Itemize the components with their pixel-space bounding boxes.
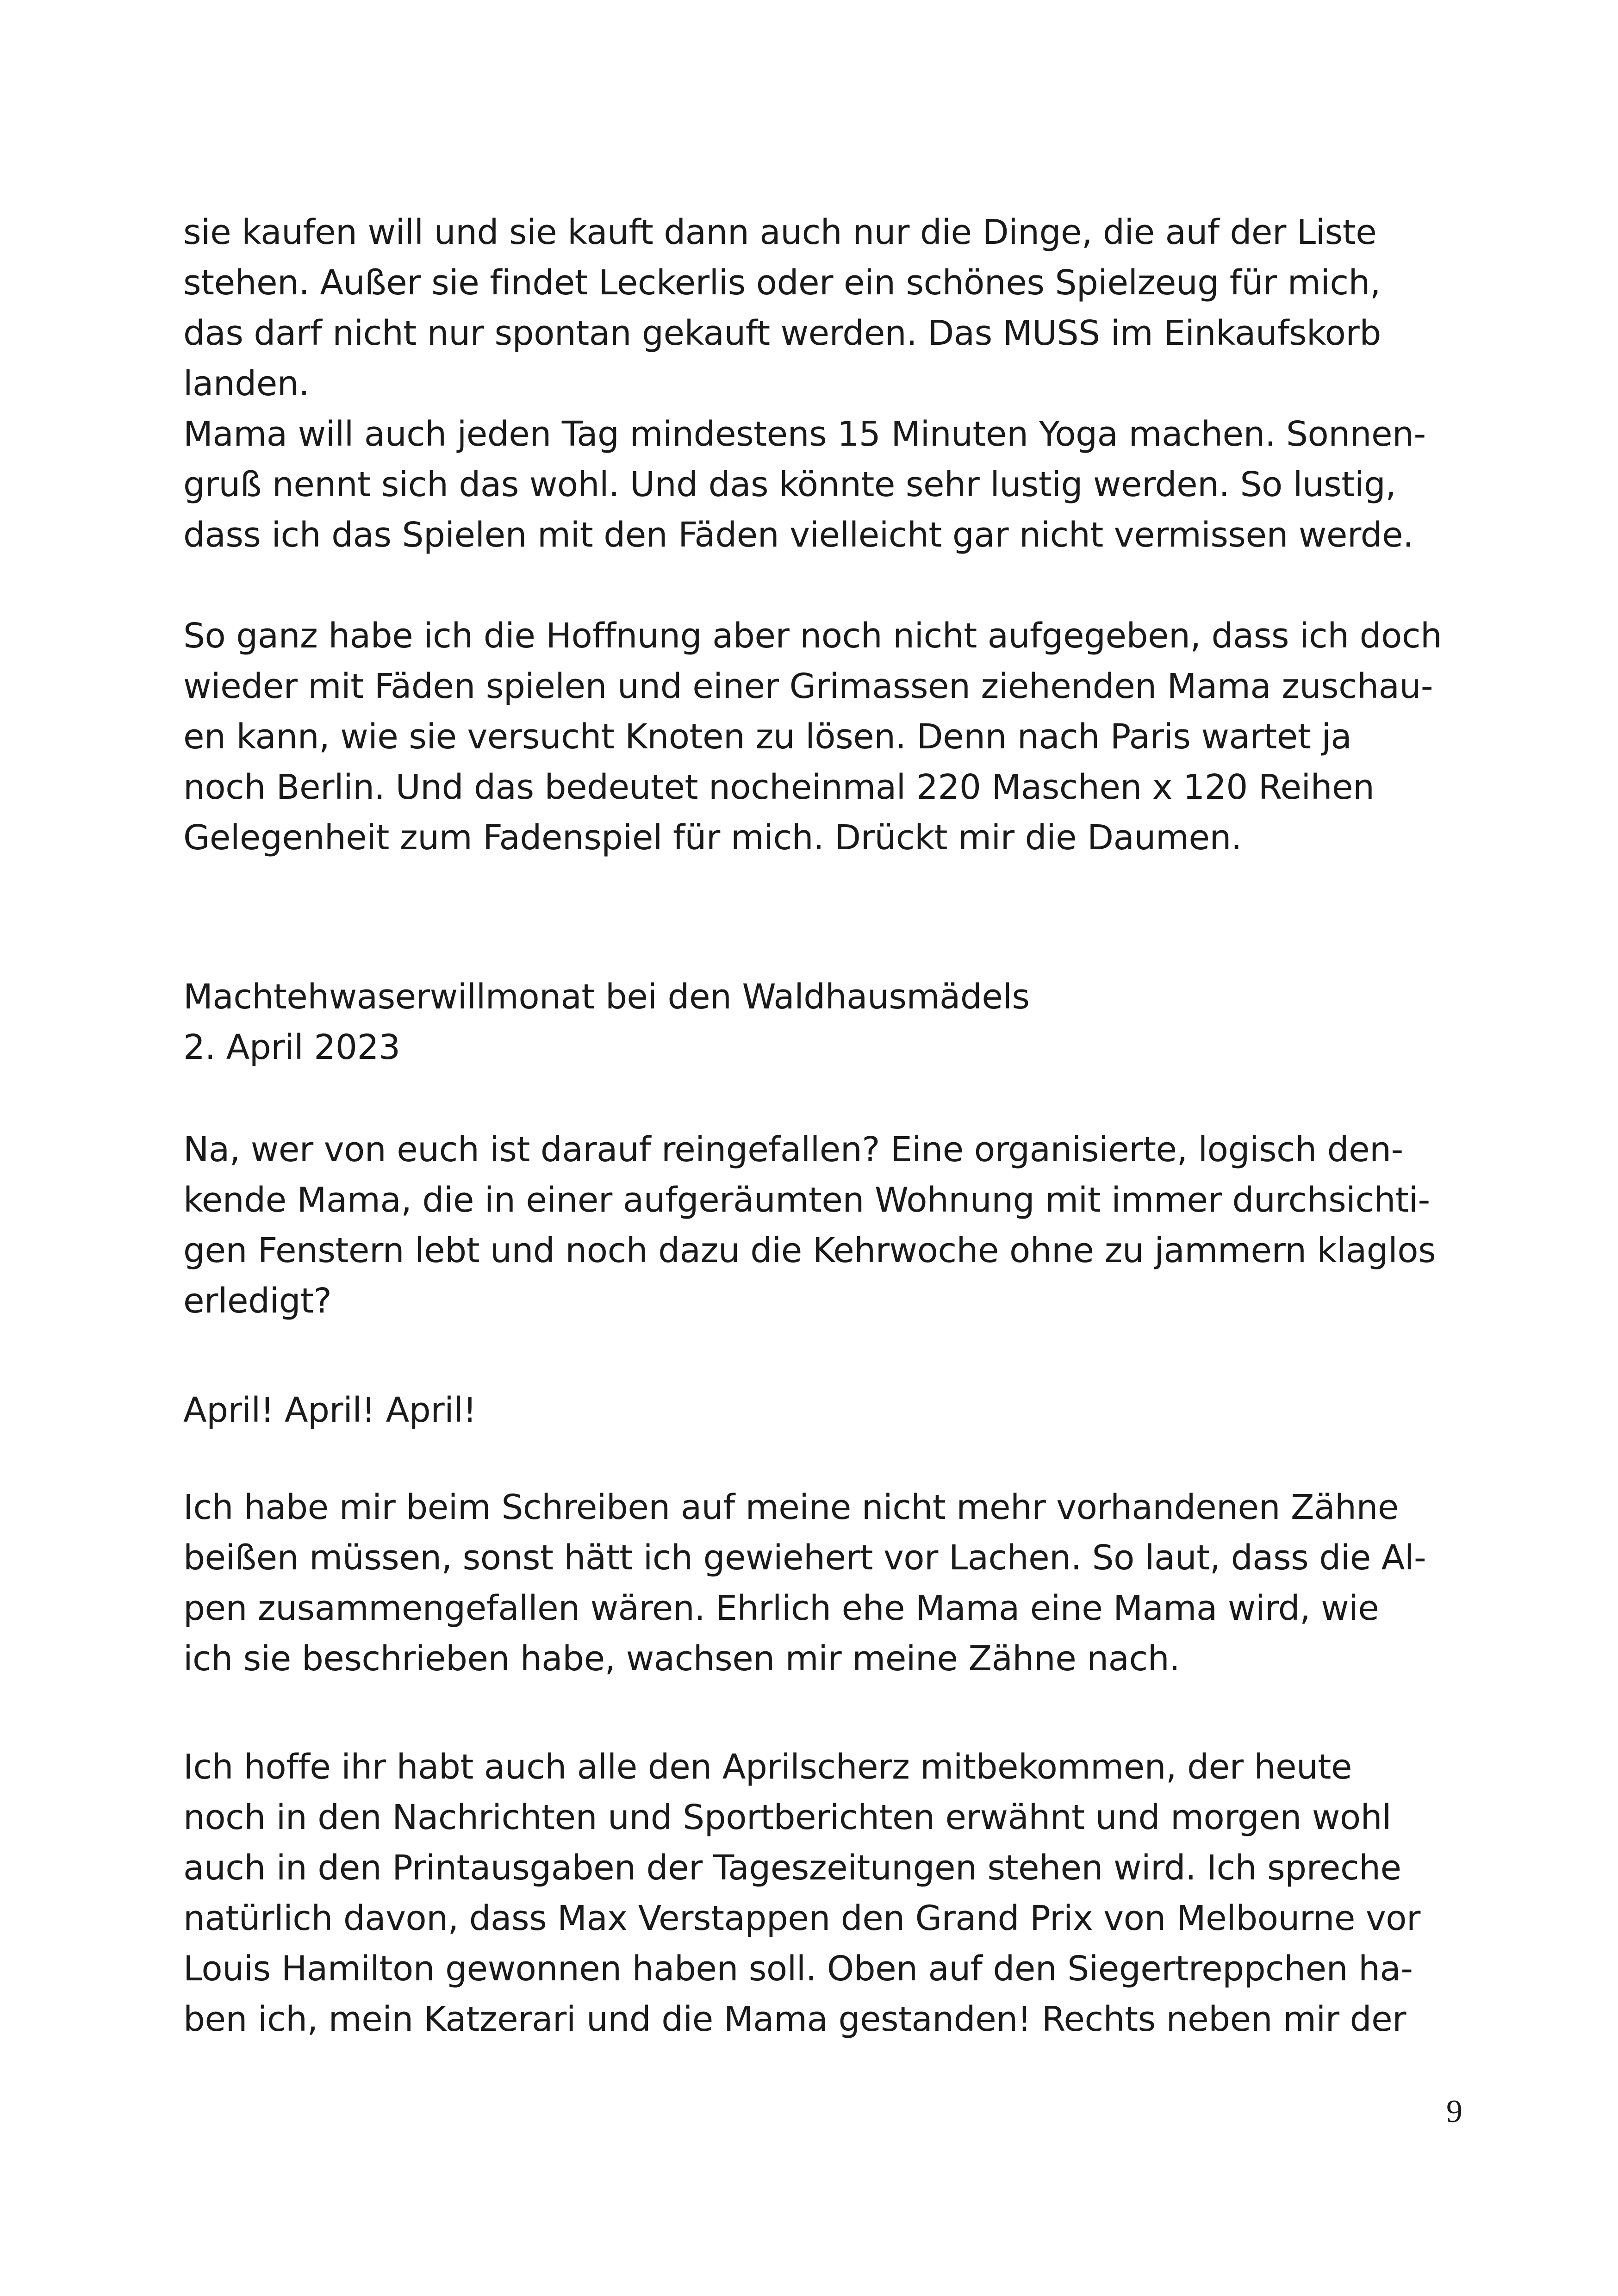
text-line: noch in den Nachrichten und Sportberichten erwähnt und morgen wohl [183,1798,1392,1837]
text-line: natürlich davon, dass Max Verstappen den Grand Prix von Melbourne vor [183,1898,1420,1938]
text-line: pen zusammengefallen wären. Ehrlich ehe Mama eine Mama wird, wie [183,1588,1379,1628]
text-line: beißen müssen, sonst hätt ich gewiehert vor Lachen. So laut, dass die Al- [183,1538,1426,1578]
text-line: erledigt? [183,1281,332,1321]
text-line: April! April! April! [183,1390,477,1430]
text-line: das darf nicht nur spontan gekauft werden. Das MUSS im Einkaufskorb [183,313,1381,353]
section-title: Machtehwaserwillmonat bei den Waldhausmädels [183,977,1030,1017]
text-line: gen Fenstern lebt und noch dazu die Kehrwoche ohne zu jammern klaglos [183,1231,1436,1270]
paragraph-5 [183,1482,1470,1684]
text-line: en kann, wie sie versucht Knoten zu lösen. Denn nach Paris wartet ja [183,717,1352,757]
text-line: noch Berlin. Und das bedeutet nocheinmal 220 Maschen x 120 Reihen [183,767,1375,807]
section-date: 2. April 2023 [183,1027,400,1067]
text-line: sie kaufen will und sie kauft dann auch nur die Dinge, die auf der Liste [183,212,1377,252]
text-line: wieder mit Fäden spielen und einer Grimassen ziehenden Mama zuschau- [183,666,1433,706]
text-line: dass ich das Spielen mit den Fäden vielleicht gar nicht vermissen werde. [183,515,1414,555]
text-line: landen. [183,364,310,404]
text-line: ben ich, mein Katzerari und die Mama gestanden! Rechts neben mir der [183,1999,1406,2039]
page-number: 9 [1446,2094,1462,2129]
text-line: Ich hoffe ihr habt auch alle den Aprilscherz mitbekommen, der heute [183,1747,1352,1787]
text-line: stehen. Außer sie findet Leckerlis oder ein schönes Spielzeug für mich, [183,263,1381,303]
text-line: gruß nennt sich das wohl. Und das könnte sehr lustig werden. So lustig, [183,465,1396,504]
paragraph-2 [183,611,1470,863]
text-line: auch in den Printausgaben der Tageszeitungen stehen wird. Ich spreche [183,1848,1401,1888]
text-line: ich sie beschrieben habe, wachsen mir meine Zähne nach. [183,1639,1180,1679]
text-line: Gelegenheit zum Fadenspiel für mich. Drückt mir die Daumen. [183,818,1242,858]
text-line: So ganz habe ich die Hoffnung aber noch nicht aufgegeben, dass ich doch [183,616,1442,656]
paragraph-3 [183,1125,1470,1326]
text-line: Ich habe mir beim Schreiben auf meine nicht mehr vorhandenen Zähne [183,1487,1399,1527]
paragraph-6 [183,1742,1470,2045]
paragraph-1 [183,207,1470,560]
section-heading [183,972,1470,1073]
text-line: kende Mama, die in einer aufgeräumten Wohnung mit immer durchsichti- [183,1180,1430,1220]
text-line: Louis Hamilton gewonnen haben soll. Oben auf den Siegertreppchen ha- [183,1949,1413,1989]
text-line: Mama will auch jeden Tag mindestens 15 Minuten Yoga machen. Sonnen- [183,414,1426,454]
text-line: Na, wer von euch ist darauf reingefallen? Eine organisierte, logisch den- [183,1130,1403,1170]
paragraph-4 [183,1385,1470,1436]
